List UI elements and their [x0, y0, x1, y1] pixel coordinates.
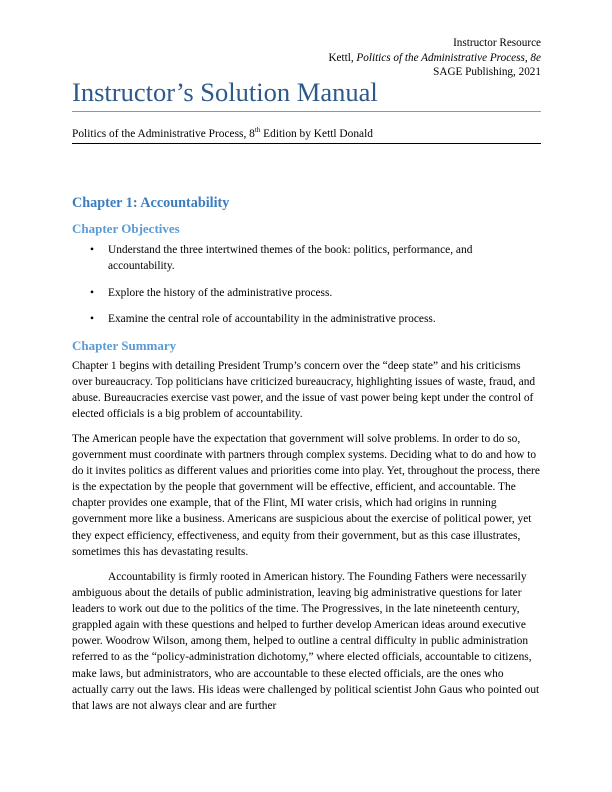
document-title: Instructor’s Solution Manual: [72, 76, 541, 112]
objective-text: Examine the central role of accountability in the administrative process.: [108, 313, 436, 326]
bullet-icon: •: [90, 286, 94, 299]
header-line-publisher: SAGE Publishing, 2021: [433, 66, 541, 78]
summary-paragraph: The American people have the expectation that government will solve problems. In order to do so, government must coordinate with partners through complex systems. Deciding what to do and how to do it invites politics as different values and priorities come into play. Yet, throughout the process, there is the expectation by the people that government will be effective, efficient, and accountable. The chapter provides one example, that of the Flint, MI water crisis, which had origins in running government more like a business. Americans are suspicious about the exercise of political power, yet they expect efficiency, effectiveness, and equity from their government, but as this case illustrates, sometimes this has devastating results.: [72, 433, 540, 558]
chapter-title: Chapter 1: Accountability: [72, 195, 230, 211]
subtitle-superscript: th: [254, 126, 261, 135]
objectives-heading: Chapter Objectives: [72, 221, 180, 236]
summary-paragraph: Chapter 1 begins with detailing President Trump’s concern over the “deep state” and his criticisms over bureaucracy. Top politicians have criticized bureaucracy, highlighting issues of waste, fraud, and abuse. Bureaucracies exercise vast power, and the issue of vast power being kept under the control of elected officials is a big problem of accountability.: [72, 360, 536, 421]
bullet-icon: •: [90, 244, 94, 256]
subtitle-text-end: Edition by Kettl Donald: [260, 128, 373, 140]
objectives-list: [72, 242, 541, 338]
running-header: [328, 36, 541, 80]
header-author: Kettl,: [328, 51, 357, 64]
objective-text: Understand the three intertwined themes of the book: politics, performance, and accountability.: [108, 244, 473, 273]
objective-text: Explore the history of the administrative process.: [108, 286, 333, 299]
summary-paragraph: Accountability is firmly rooted in American history. The Founding Fathers were necessarily ambiguous about the details of public administration, leaving big administrative questions for later leaders to work out due to the politics of the time. The Progressives, in the late nineteenth century, grappled again with these questions and helped to further develop American ideas around executive power. Woodrow Wilson, among them, helped to outline a central difficulty in public administration referred to as the “policy-administration dichotomy,” where elected officials, accountable to citizens, make laws, but administrators, who are accountable to these elected officials, are the ones who actually carry out the laws. His ideas were challenged by political scientist John Gaus who pointed out that laws are not always clear and are further: [72, 571, 540, 712]
header-book-title: Politics of the Administrative Process, 8e: [356, 51, 541, 64]
bullet-icon: •: [90, 313, 94, 326]
list-item: [72, 311, 541, 327]
subtitle-text: Politics of the Administrative Process, 8: [72, 128, 255, 140]
header-line-citation: [328, 51, 541, 66]
document-subtitle: [72, 127, 541, 144]
list-item: [72, 242, 541, 274]
list-item: [72, 285, 541, 301]
header-line-resource: Instructor Resource: [453, 37, 541, 49]
summary-heading: Chapter Summary: [72, 338, 177, 353]
